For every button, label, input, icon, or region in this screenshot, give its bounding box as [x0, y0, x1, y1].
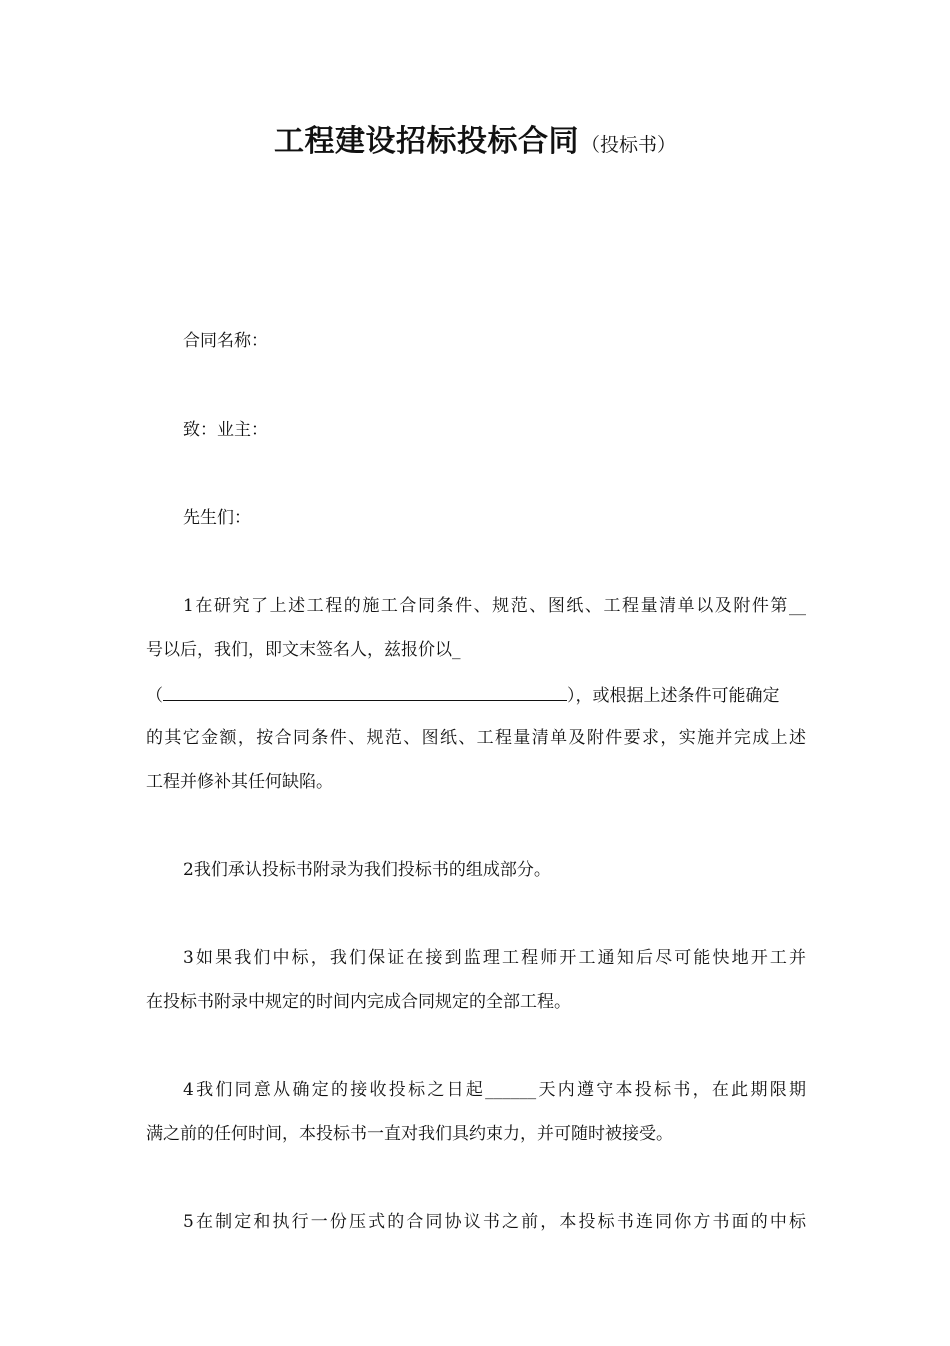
para1-line5: 工程并修补其任何缺陷。: [146, 772, 333, 792]
para1-line3-close: ），或根据上述条件可能确定: [567, 686, 780, 706]
para4-line2: 满之前的任何时间，本投标书一直对我们具约束力，并可随时被接受。: [146, 1124, 673, 1144]
para2-line1: 2我们承认投标书附录为我们投标书的组成部分。: [183, 860, 551, 880]
para1-line4: 的其它金额，按合同条件、规范、图纸、工程量清单及附件要求，实施并完成上述: [146, 728, 806, 748]
para1-line3: [146, 682, 806, 708]
para1-open-paren: （: [146, 686, 163, 706]
price-blank-line: [163, 682, 567, 701]
para5-line1: 5在制定和执行一份压式的合同协议书之前，本投标书连同你方书面的中标: [183, 1212, 806, 1232]
para3-line1: 3如果我们中标，我们保证在接到监理工程师开工通知后尽可能快地开工并: [183, 948, 806, 968]
salutation: 先生们：: [183, 508, 251, 528]
para1-line1: 1在研究了上述工程的施工合同条件、规范、图纸、工程量清单以及附件第__: [183, 596, 806, 616]
title-subtitle: （投标书）: [580, 134, 676, 156]
to-owner-label: 致：业主：: [183, 420, 268, 440]
para4-line1: 4我们同意从确定的接收投标之日起______天内遵守本投标书，在此期限期: [183, 1080, 806, 1100]
para1-line2: 号以后，我们，即文末签名人，兹报价以_: [146, 640, 461, 660]
document-title: [0, 116, 950, 160]
title-main: 工程建设招标投标合同: [273, 124, 579, 159]
para3-line2: 在投标书附录中规定的时间内完成合同规定的全部工程。: [146, 992, 571, 1012]
contract-name-label: 合同名称：: [183, 331, 268, 351]
